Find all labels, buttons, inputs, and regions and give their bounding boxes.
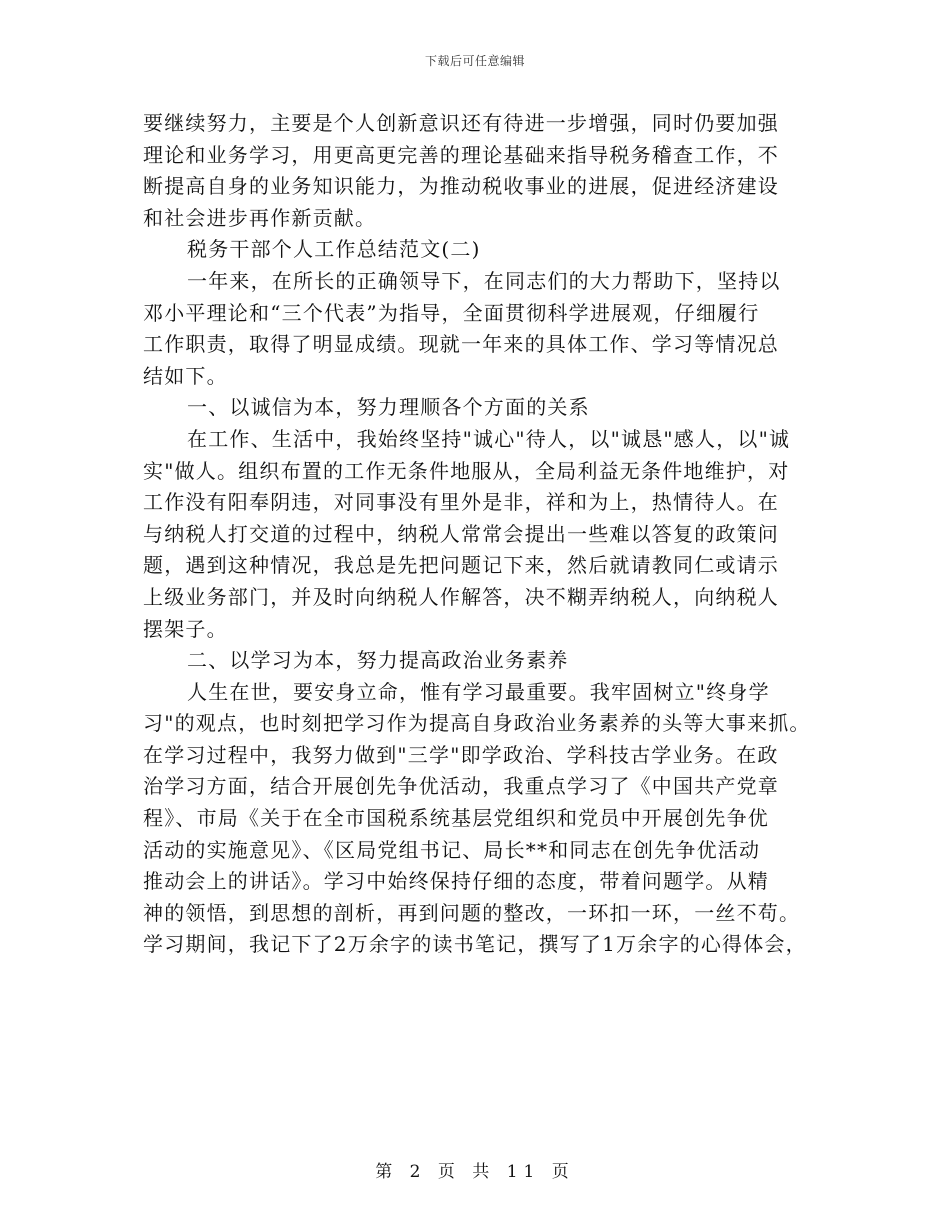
text-line: 摆架子。 <box>143 616 228 641</box>
text-line: 题，遇到这种情况，我总是先把问题记下来，然后就请教同仁或请示 <box>143 553 779 578</box>
text-line: 人生在世，要安身立命，惟有学习最重要。我牢固树立"终身学 <box>187 679 770 704</box>
text-line: 在学习过程中，我努力做到"三学"即学政治、学科技古学业务。在政 <box>143 742 779 767</box>
text-line: 断提高自身的业务知识能力，为推动税收事业的进展，促进经济建设 <box>143 174 779 199</box>
page-number: 第 2 页 共 11 页 <box>375 1162 575 1182</box>
text-line: 实"做人。组织布置的工作无条件地服从，全局利益无条件地维护，对 <box>143 458 790 483</box>
text-line: 邓小平理论和“三个代表”为指导，全面贯彻科学进展观，仔细履行 <box>143 300 760 325</box>
text-line: 一年来，在所长的正确领导下，在同志们的大力帮助下，坚持以 <box>187 268 781 293</box>
document-body <box>143 108 833 961</box>
text-line: 活动的实施意见》、《区局党组书记、局长**和同志在创先争优活动 <box>143 837 761 862</box>
section-heading: 二、以学习为本，努力提高政治业务素养 <box>187 648 569 673</box>
text-line: 结如下。 <box>143 363 228 388</box>
text-line: 工作职责，取得了明显成绩。现就一年来的具体工作、学习等情况总 <box>143 332 779 357</box>
text-line: 程》、市局《关于在全市国税系统基层党组织和党员中开展创先争优 <box>143 806 769 831</box>
section-heading: 一、以诚信为本，努力理顺各个方面的关系 <box>187 395 590 420</box>
text-line: 治学习方面，结合开展创先争优活动，我重点学习了《中国共产党章 <box>143 774 779 799</box>
section-title: 税务干部个人工作总结范文(二) <box>187 237 481 262</box>
header-note: 下载后可任意编辑 <box>424 54 525 68</box>
text-line: 习"的观点，也时刻把学习作为提高自身政治业务素养的头等大事来抓。 <box>143 711 811 736</box>
text-line: 上级业务部门，并及时向纳税人作解答，决不糊弄纳税人，向纳税人 <box>143 584 779 609</box>
text-line: 要继续努力，主要是个人创新意识还有待进一步增强，同时仍要加强 <box>143 111 779 135</box>
text-line: 在工作、生活中，我始终坚持"诚心"待人，以"诚恳"感人，以"诚 <box>187 426 791 451</box>
text-line: 学习期间，我记下了2万余字的读书笔记，撰写了1万余字的心得体会， <box>143 932 807 957</box>
text-line: 推动会上的讲话》。学习中始终保持仔细的态度，带着问题学。从精 <box>143 869 769 894</box>
text-line: 工作没有阳奉阴违，对同事没有里外是非，祥和为上，热情待人。在 <box>143 490 779 515</box>
text-line: 理论和业务学习，用更高更完善的理论基础来指导税务稽查工作，不 <box>143 142 779 167</box>
text-line: 和社会进步再作新贡献。 <box>143 205 377 230</box>
text-line: 与纳税人打交道的过程中，纳税人常常会提出一些难以答复的政策问 <box>143 521 779 546</box>
text-line: 神的领悟，到思想的剖析，再到问题的整改，一环扣一环，一丝不苟。 <box>143 900 801 925</box>
